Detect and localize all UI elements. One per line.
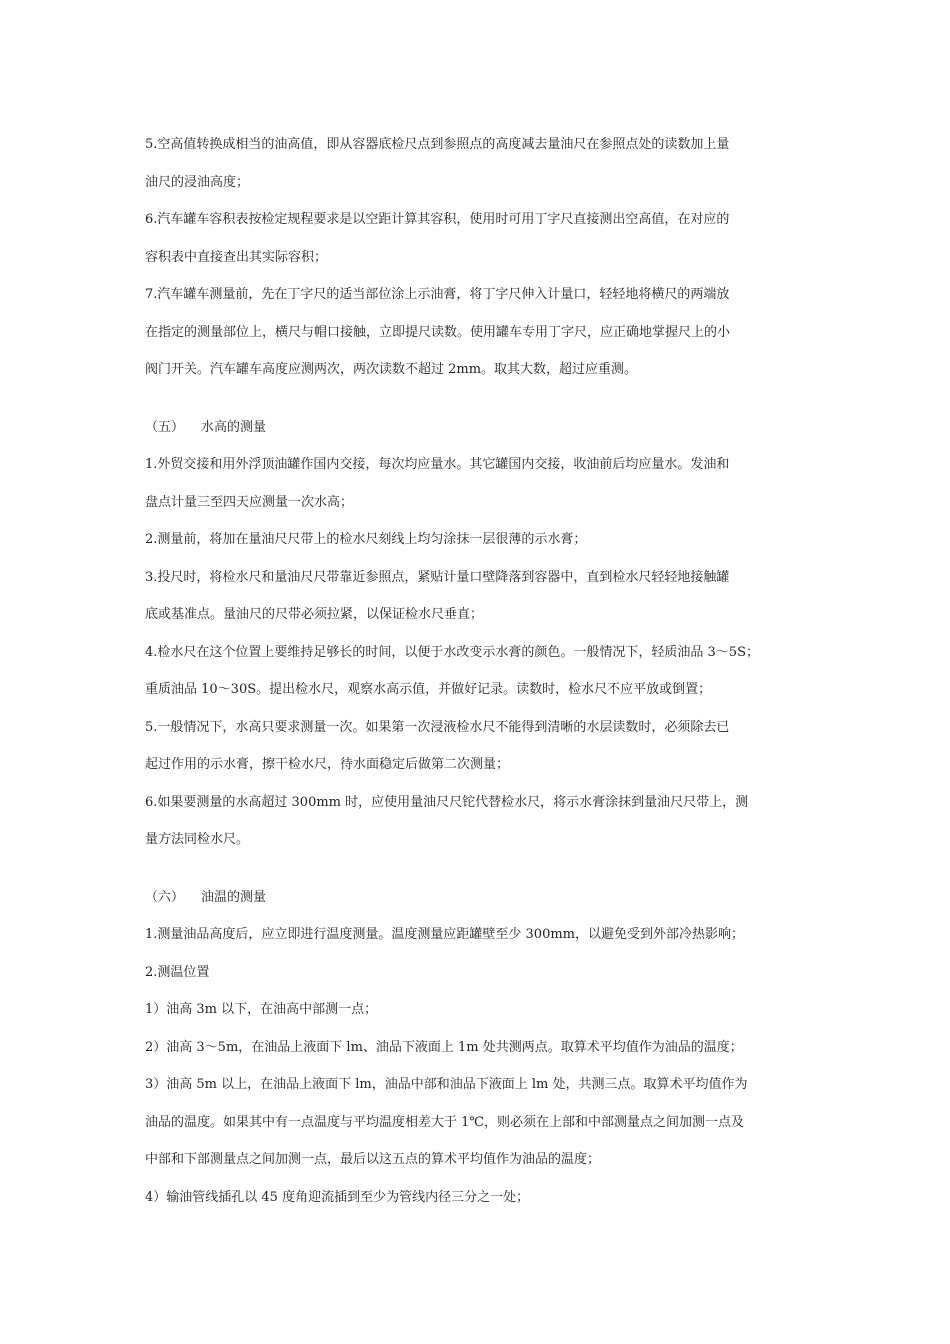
text-line: 6.如果要测量的水高超过 300mm 时，应使用量油尺尺铊代替检水尺，将示水膏涂抹到量油尺尺带上，测 — [145, 794, 749, 810]
text-line: 盘点计量三至四天应测量一次水高； — [145, 494, 354, 510]
text-line: 中部和下部测量点之间加测一点，最后以这五点的算术平均值作为油品的温度； — [145, 1152, 601, 1167]
section-gap — [145, 389, 795, 409]
text-line: 5.空高值转换成相当的油高值，即从容器底检尺点到参照点的高度减去量油尺在参照点处的读数加上量 — [145, 137, 730, 152]
text-line: 油品的温度。如果其中有一点温度与平均温度相差大于 1℃，则必须在上部和中部测量点之间加测一点及 — [145, 1114, 744, 1130]
text-line: 5.一般情况下，水高只要求测量一次。如果第一次浸液检水尺不能得到清晰的水层读数时，必须除去已 — [145, 719, 730, 735]
document-page — [145, 126, 795, 1216]
text-line: 2.测温位置 — [145, 964, 210, 980]
text-line: 3）油高 5m 以上，在油品上液面下 lm，油品中部和油品下液面上 lm 处，共测三点。取算术平均值作为 — [145, 1077, 748, 1092]
section-title: 水高的测量 — [201, 419, 267, 435]
text-line: 量方法同检水尺。 — [145, 832, 250, 847]
text-line: 底或基准点。量油尺的尺带必须拉紧，以保证检水尺垂直； — [145, 607, 484, 622]
text-line: 1.外贸交接和用外浮顶油罐作国内交接，每次均应量水。其它罐国内交接，收油前后均应量水。发油和 — [145, 457, 730, 472]
text-line: 6.汽车罐车容积表按检定规程要求是以空距计算其容积，使用时可用丁字尺直接测出空高值，在对应的 — [145, 212, 730, 227]
text-line: 油尺的浸油高度； — [145, 174, 250, 190]
text-line: 在指定的测量部位上，横尺与帽口接触，立即提尺读数。使用罐车专用丁字尺，应正确地掌握尺上的小 — [145, 324, 731, 340]
text-line: 起过作用的示水膏，擦干检水尺，待水面稳定后做第二次测量； — [145, 757, 510, 772]
text-line: 阀门开关。汽车罐车高度应测两次，两次读数不超过 2mm。取其大数，超过应重测。 — [145, 362, 638, 377]
section-number: （五） — [145, 419, 185, 435]
text-line: 7.汽车罐车测量前，先在丁字尺的适当部位涂上示油膏，将丁字尺伸入计量口，轻轻地将横尺的两端放 — [145, 287, 730, 302]
section-gap — [145, 859, 795, 879]
text-line: 1.测量油品高度后，应立即进行温度测量。温度测量应距罐壁至少 300mm，以避免受到外部冷热影响； — [145, 927, 745, 942]
section-heading-oil-temperature — [145, 879, 795, 917]
section-heading-water-height — [145, 409, 795, 447]
text-line: 容积表中直接查出其实际容积； — [145, 249, 328, 265]
text-line: 2.测量前，将加在量油尺尺带上的检水尺刻线上均匀涂抹一层很薄的示水膏； — [145, 532, 587, 547]
section-title: 油温的测量 — [201, 889, 267, 905]
text-line: 4.检水尺在这个位置上要维持足够长的时间，以便于水改变示水膏的颜色。一般情况下，轻质油品 3～5S； — [145, 644, 759, 660]
section-number: （六） — [145, 889, 185, 905]
text-line: 3.投尺时，将检水尺和量油尺尺带靠近参照点，紧贴计量口壁降落到容器中，直到检水尺轻轻地接触罐 — [145, 569, 730, 585]
text-line: 1）油高 3m 以下，在油高中部测一点； — [145, 1002, 378, 1017]
text-line: 重质油品 10～30S。提出检水尺，观察水高示值，并做好记录。读数时，检水尺不应平放或倒置； — [145, 682, 712, 697]
text-line: 2）油高 3～5m，在油品上液面下 lm、油品下液面上 1m 处共测两点。取算术平均值作为油品的温度； — [145, 1039, 743, 1055]
text-line: 4）输油管线插孔以 45 度角迎流插到至少为管线内径三分之一处； — [145, 1189, 530, 1205]
